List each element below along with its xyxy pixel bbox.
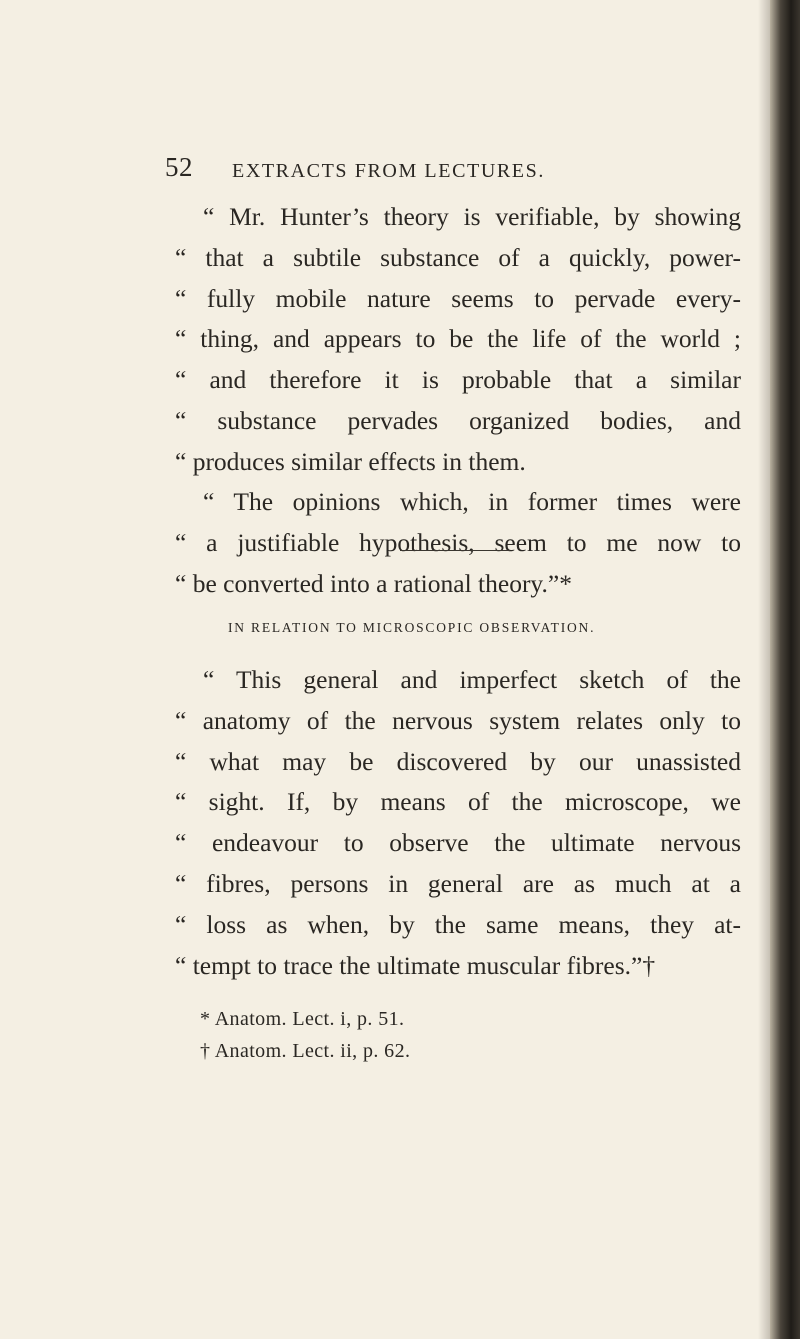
text-line: “ Mr. Hunter’s theory is verifiable, by showing [203,202,741,231]
section-heading: IN RELATION TO MICROSCOPIC OBSERVATION. [228,620,596,635]
section-divider [400,550,510,551]
text-line: “ and therefore it is probable that a similar [175,365,741,395]
text-line: “ fully mobile nature seems to pervade every- [175,283,741,313]
text-line: “ sight. If, by means of the microscope, we [175,787,741,817]
text-line: “ This general and imperfect sketch of the [203,665,741,694]
text-line: “ The opinions which, in former times were [203,487,741,516]
text-line: “ loss as when, by the same means, they at- [175,909,741,939]
page-edge [770,0,800,1339]
text-line: “ be converted into a rational theory.”* [175,568,572,598]
text-line: “ endeavour to observe the ultimate nervous [175,828,741,858]
footnote: * Anatom. Lect. i, p. 51. [200,1008,405,1030]
page-number: 52 [165,152,193,182]
text-line: “ anatomy of the nervous system relates only to [175,705,741,735]
text-line: “ a justifiable hypothesis, seem to me now to [175,527,741,557]
text-line: “ that a subtile substance of a quickly, power- [175,242,741,272]
binding-shadow [758,0,770,1339]
text-line: “ thing, and appears to be the life of the world ; [175,324,741,354]
quote-paragraph-2 [175,482,741,604]
quote-paragraph-3 [175,660,741,986]
running-head: EXTRACTS FROM LECTURES. [232,160,545,182]
quote-paragraph-1 [175,197,741,483]
text-line: “ produces similar effects in them. [175,446,526,476]
text-line: “ substance pervades organized bodies, and [175,405,741,435]
text-line: “ tempt to trace the ultimate muscular fibres.”† [175,950,656,980]
footnotes [200,1003,410,1067]
text-line: “ what may be discovered by our unassisted [175,746,741,776]
text-line: “ fibres, persons in general are as much at a [175,868,741,898]
footnote: † Anatom. Lect. ii, p. 62. [200,1040,411,1062]
